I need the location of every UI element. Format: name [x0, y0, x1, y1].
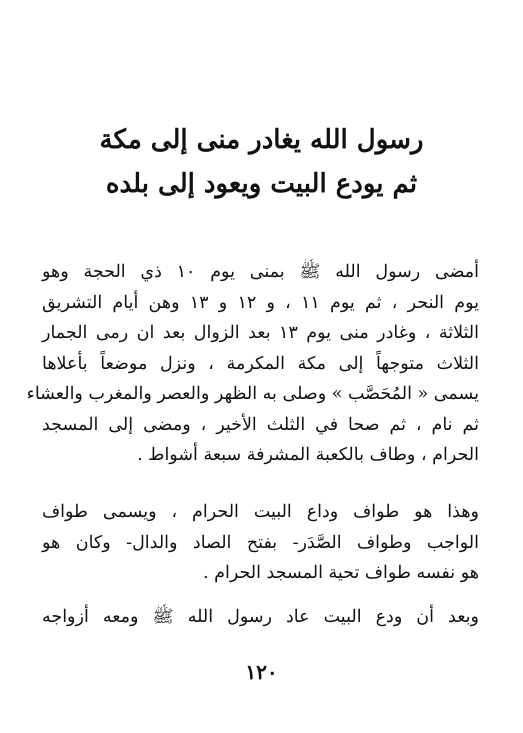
chapter-title-line-1: رسول الله يغادر منى إلى مكة — [99, 125, 424, 155]
paragraph-line: يوم النحر ، ثم يوم ١١ ، و ١٢ و ١٣ وهن أيام التشريق — [42, 292, 480, 313]
chapter-title-line-2: ثم يودع البيت ويعود إلى بلده — [105, 169, 418, 199]
paragraph-line: هو نفسه طواف تحية المسجد الحرام . — [203, 563, 479, 583]
paragraph-line: وبعد أن ودع البيت عاد رسول الله ﷺ ومعه أزواجه — [42, 607, 479, 627]
paragraph-line: الثلاثة ، وغادر منى يوم ١٣ بعد الزوال بعد ان رمى الجمار — [42, 323, 479, 343]
paragraph-3 — [42, 602, 479, 633]
paragraph-line: أمضى رسول الله ﷺ بمنى يوم ١٠ ذي الحجة وهو — [42, 262, 479, 282]
paragraph-2 — [42, 497, 479, 589]
paragraph-line: الحرام ، وطاف بالكعبة المشرفة سبعة أشواط . — [137, 445, 479, 465]
paragraph-line: يسمى « المُحَصَّب » وصلى به الظهر والعصر والمغرب والعشاء — [26, 384, 479, 404]
page-number: ١٢٠ — [245, 660, 278, 684]
paragraph-line: ثم نام ، ثم صحا في الثلث الأخير ، ومضى إلى المسجد — [42, 414, 479, 435]
paragraph-line: وهذا هو طواف وداع البيت الحرام ، ويسمى طواف — [42, 502, 479, 522]
paragraph-1 — [26, 257, 480, 471]
paragraph-line: الواجب وطواف الصَّدَر- بفتح الصاد والدال- وكان هو — [42, 532, 479, 553]
paragraph-line: الثلاث متوجهاً إلى مكة المكرمة ، ونزل موضعاً بأعلاها — [42, 353, 479, 374]
